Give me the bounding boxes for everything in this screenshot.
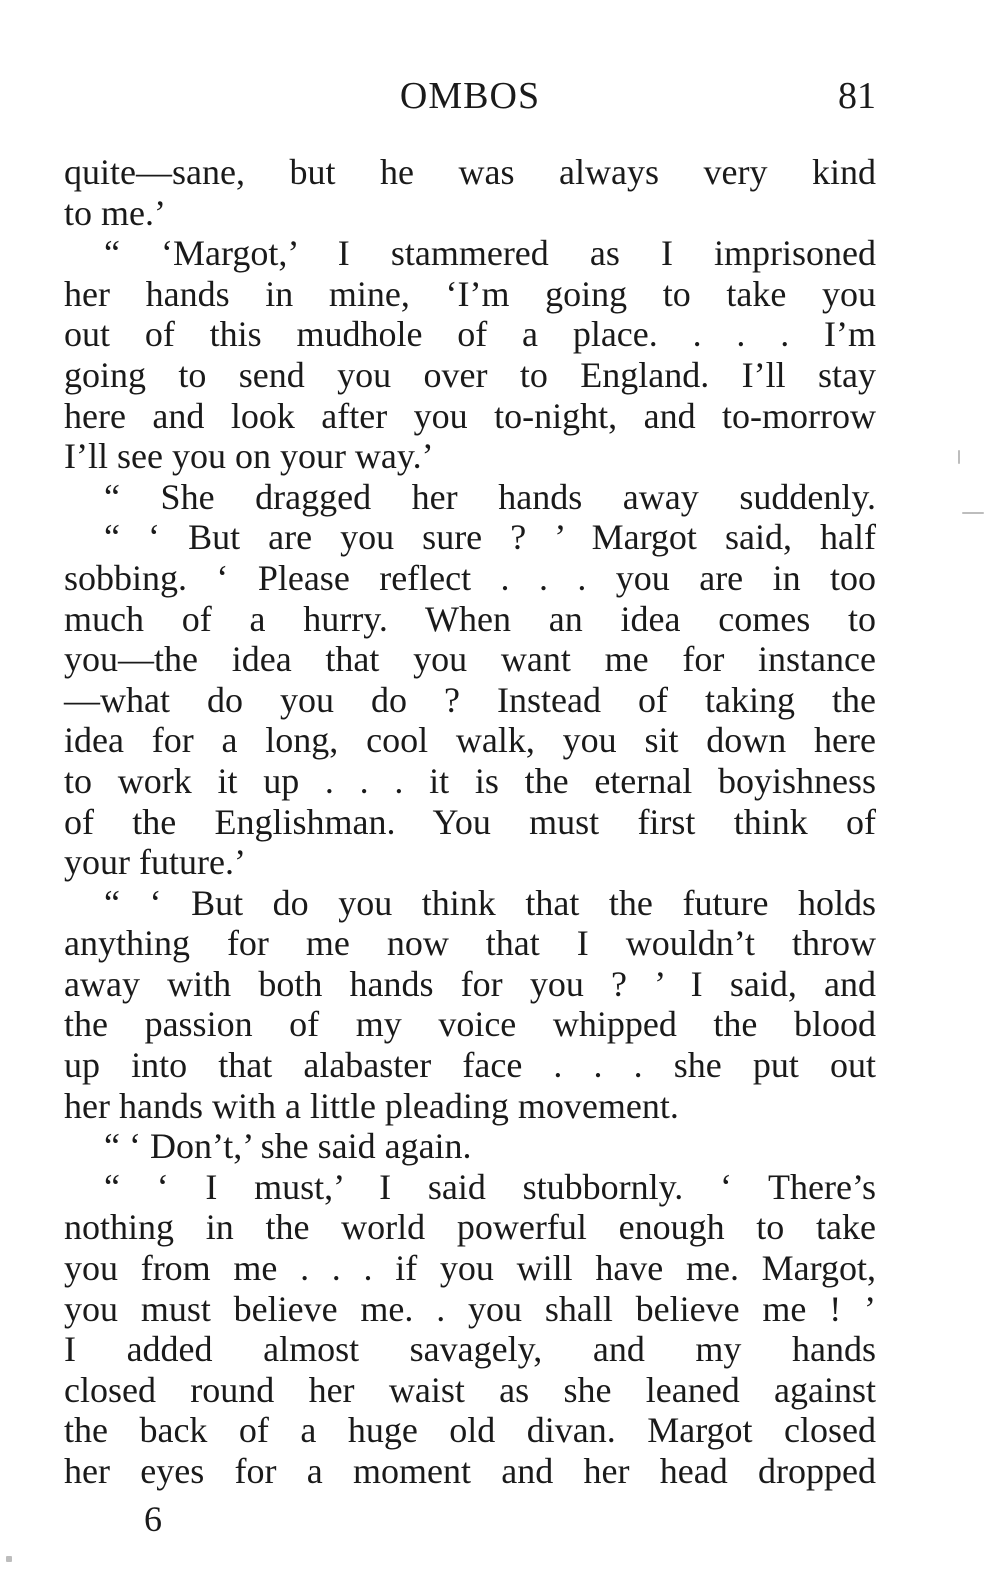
- text-line: your future.’: [64, 842, 246, 883]
- text-line: nothing in the world powerful enough to take: [64, 1207, 876, 1248]
- scan-speck: [6, 1556, 12, 1562]
- text-line: much of a hurry. When an idea comes to: [64, 598, 876, 639]
- text-line: I’ll see you on your way.’: [64, 436, 434, 477]
- scan-speck: [962, 512, 984, 514]
- text-line: to work it up . . . it is the eternal boyishness: [64, 760, 876, 801]
- body-text: [64, 152, 876, 1492]
- text-line: “ ‘Margot,’ I stammered as I imprisoned: [104, 233, 876, 274]
- text-line: “ She dragged her hands away suddenly.: [104, 476, 876, 517]
- text-line: away with both hands for you ? ’ I said, and: [64, 963, 876, 1004]
- running-title: OMBOS: [399, 75, 541, 117]
- running-head: [64, 74, 876, 124]
- text-line: her hands with a little pleading movement.: [64, 1085, 679, 1126]
- page-number: 81: [838, 75, 876, 117]
- text-line: —what do you do ? Instead of taking the: [64, 679, 876, 720]
- signature-mark: 6: [144, 1499, 162, 1539]
- text-line: going to send you over to England. I’ll stay: [64, 354, 876, 395]
- text-line: “ ‘ Don’t,’ she said again.: [104, 1126, 472, 1167]
- text-line: “ ‘ But are you sure ? ’ Margot said, half: [104, 517, 876, 558]
- text-line: you from me . . . if you will have me. Margot,: [64, 1248, 876, 1289]
- text-line: “ ‘ I must,’ I said stubbornly. ‘ There’s: [104, 1166, 876, 1207]
- text-line: of the Englishman. You must first think of: [64, 801, 876, 842]
- text-line: the passion of my voice whipped the blood: [64, 1004, 876, 1045]
- text-line: idea for a long, cool walk, you sit down here: [64, 720, 876, 761]
- text-line: anything for me now that I wouldn’t throw: [64, 923, 876, 964]
- text-line: up into that alabaster face . . . she put out: [64, 1045, 876, 1086]
- text-line: you—the idea that you want me for instance: [64, 639, 876, 680]
- text-line: “ ‘ But do you think that the future holds: [104, 882, 876, 923]
- text-line: quite—sane, but he was always very kind: [64, 152, 876, 192]
- text-line: her eyes for a moment and her head dropped: [64, 1451, 876, 1491]
- scan-speck: [958, 450, 960, 464]
- text-line: out of this mudhole of a place. . . . I’m: [64, 314, 876, 355]
- text-line: closed round her waist as she leaned against: [64, 1369, 876, 1410]
- text-line: her hands in mine, ‘I’m going to take you: [64, 273, 876, 314]
- text-line: you must believe me. . you shall believe me ! ’: [64, 1288, 876, 1329]
- text-line: sobbing. ‘ Please reflect . . . you are in too: [64, 557, 876, 598]
- text-line: here and look after you to-night, and to-morrow: [64, 395, 876, 436]
- text-line: I added almost savagely, and my hands: [64, 1329, 876, 1370]
- text-line: the back of a huge old divan. Margot closed: [64, 1410, 876, 1451]
- text-line: to me.’: [64, 192, 166, 233]
